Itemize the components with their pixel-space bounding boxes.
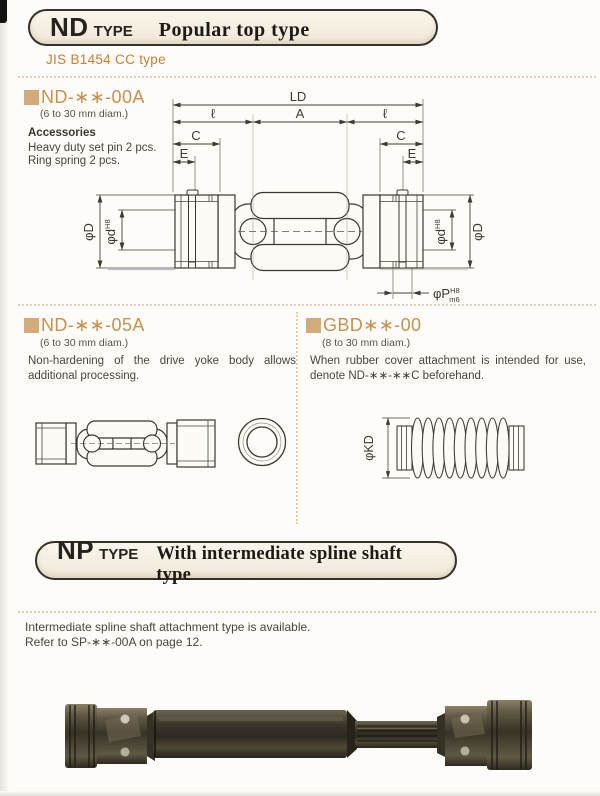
dim-label-ell-right: ℓ	[382, 106, 388, 121]
fit-h8: H8	[433, 219, 442, 229]
square-bullet-icon	[24, 318, 39, 333]
nd05a-diameter-range: (6 to 30 mm diam.)	[40, 337, 129, 349]
accessories-heading: Accessories	[28, 127, 96, 139]
tube-section	[153, 710, 347, 758]
phi-d-bore-text: φd	[103, 228, 118, 245]
nd00a-diameter-range: (6 to 30 mm diam.)	[40, 108, 129, 120]
nd00a-technical-drawing	[48, 92, 498, 308]
dotted-divider	[18, 611, 596, 613]
bellows-body	[397, 418, 524, 478]
phi-d-bore-text: φd	[433, 228, 448, 245]
np-note-line1: Intermediate spline shaft attachment type is available.	[25, 620, 311, 634]
dim-label-c-left: C	[191, 128, 201, 143]
section-title-gbd	[306, 315, 421, 336]
gbd-title: GBD∗∗-00	[323, 315, 422, 335]
np-type-header-text	[57, 535, 441, 586]
dim-label-phi-d-bore-right	[433, 219, 448, 244]
np-type-header	[35, 535, 457, 585]
dim-label-a: A	[295, 106, 305, 121]
dotted-column-divider	[296, 312, 298, 524]
square-bullet-icon	[306, 318, 321, 333]
fit-h8: H8	[450, 286, 460, 295]
nd-type-header-text	[50, 12, 310, 43]
square-bullet-icon	[24, 90, 39, 105]
left-universal-joint	[65, 704, 155, 768]
np-subtitle: With intermediate spline shaft type	[156, 544, 402, 585]
gbd-diameter-range: (8 to 30 mm diam.)	[322, 337, 411, 349]
fit-h8: H8	[103, 219, 112, 229]
fit-m6: m6	[449, 295, 460, 304]
np-code: NP	[57, 535, 95, 565]
gbd-note: When rubber cover attachment is intended for use, denote ND-∗∗-∗∗C beforehand.	[310, 355, 586, 382]
nd05a-note: Non-hardening of the drive yoke body allows additional processing.	[28, 355, 296, 382]
nd05a-title: ND-∗∗-05A	[41, 315, 145, 335]
dim-label-phi-p	[433, 286, 460, 304]
nd-type-header	[28, 9, 438, 46]
nd-code: ND	[50, 12, 89, 42]
dim-label-phi-d-left: φD	[81, 223, 96, 241]
nd-subtitle: Popular top type	[158, 19, 310, 41]
accessory-item: Heavy duty set pin 2 pcs.	[28, 142, 157, 154]
dotted-divider	[18, 304, 596, 306]
dotted-divider	[18, 76, 596, 78]
nd-type-word: TYPE	[93, 23, 133, 40]
dim-label-e-right: E	[407, 146, 417, 161]
spline-shaft	[347, 710, 439, 758]
right-universal-joint	[437, 700, 532, 770]
dim-label-c-right: C	[396, 128, 406, 143]
np-shaft-photo	[55, 688, 545, 780]
dim-label-phi-d-bore-left	[103, 219, 118, 244]
np-type-word: TYPE	[99, 546, 139, 563]
scan-edge-shadow	[0, 0, 9, 796]
nd05a-joint-drawing	[25, 408, 295, 480]
jis-standard-note: JIS B1454 CC type	[46, 52, 166, 67]
phi-p-text: φP	[433, 286, 451, 301]
scan-bottom-edge	[0, 791, 600, 796]
nd00a-title: ND-∗∗-00A	[41, 87, 145, 107]
np-note-line2: Refer to SP-∗∗-00A on page 12.	[25, 635, 203, 649]
dim-label-ell-left: ℓ	[210, 106, 216, 121]
dim-label-phi-kd: φKD	[362, 435, 376, 461]
accessory-item: Ring spring 2 pcs.	[28, 155, 121, 167]
scan-corner-artifact	[0, 0, 7, 23]
section-title-nd05a	[24, 315, 145, 336]
dim-label-ld: LD	[289, 92, 307, 104]
dim-label-phi-d-right: φD	[470, 223, 485, 241]
dim-label-e-left: E	[179, 146, 189, 161]
ring-end-view	[239, 419, 286, 466]
rubber-boot-drawing	[340, 400, 550, 505]
